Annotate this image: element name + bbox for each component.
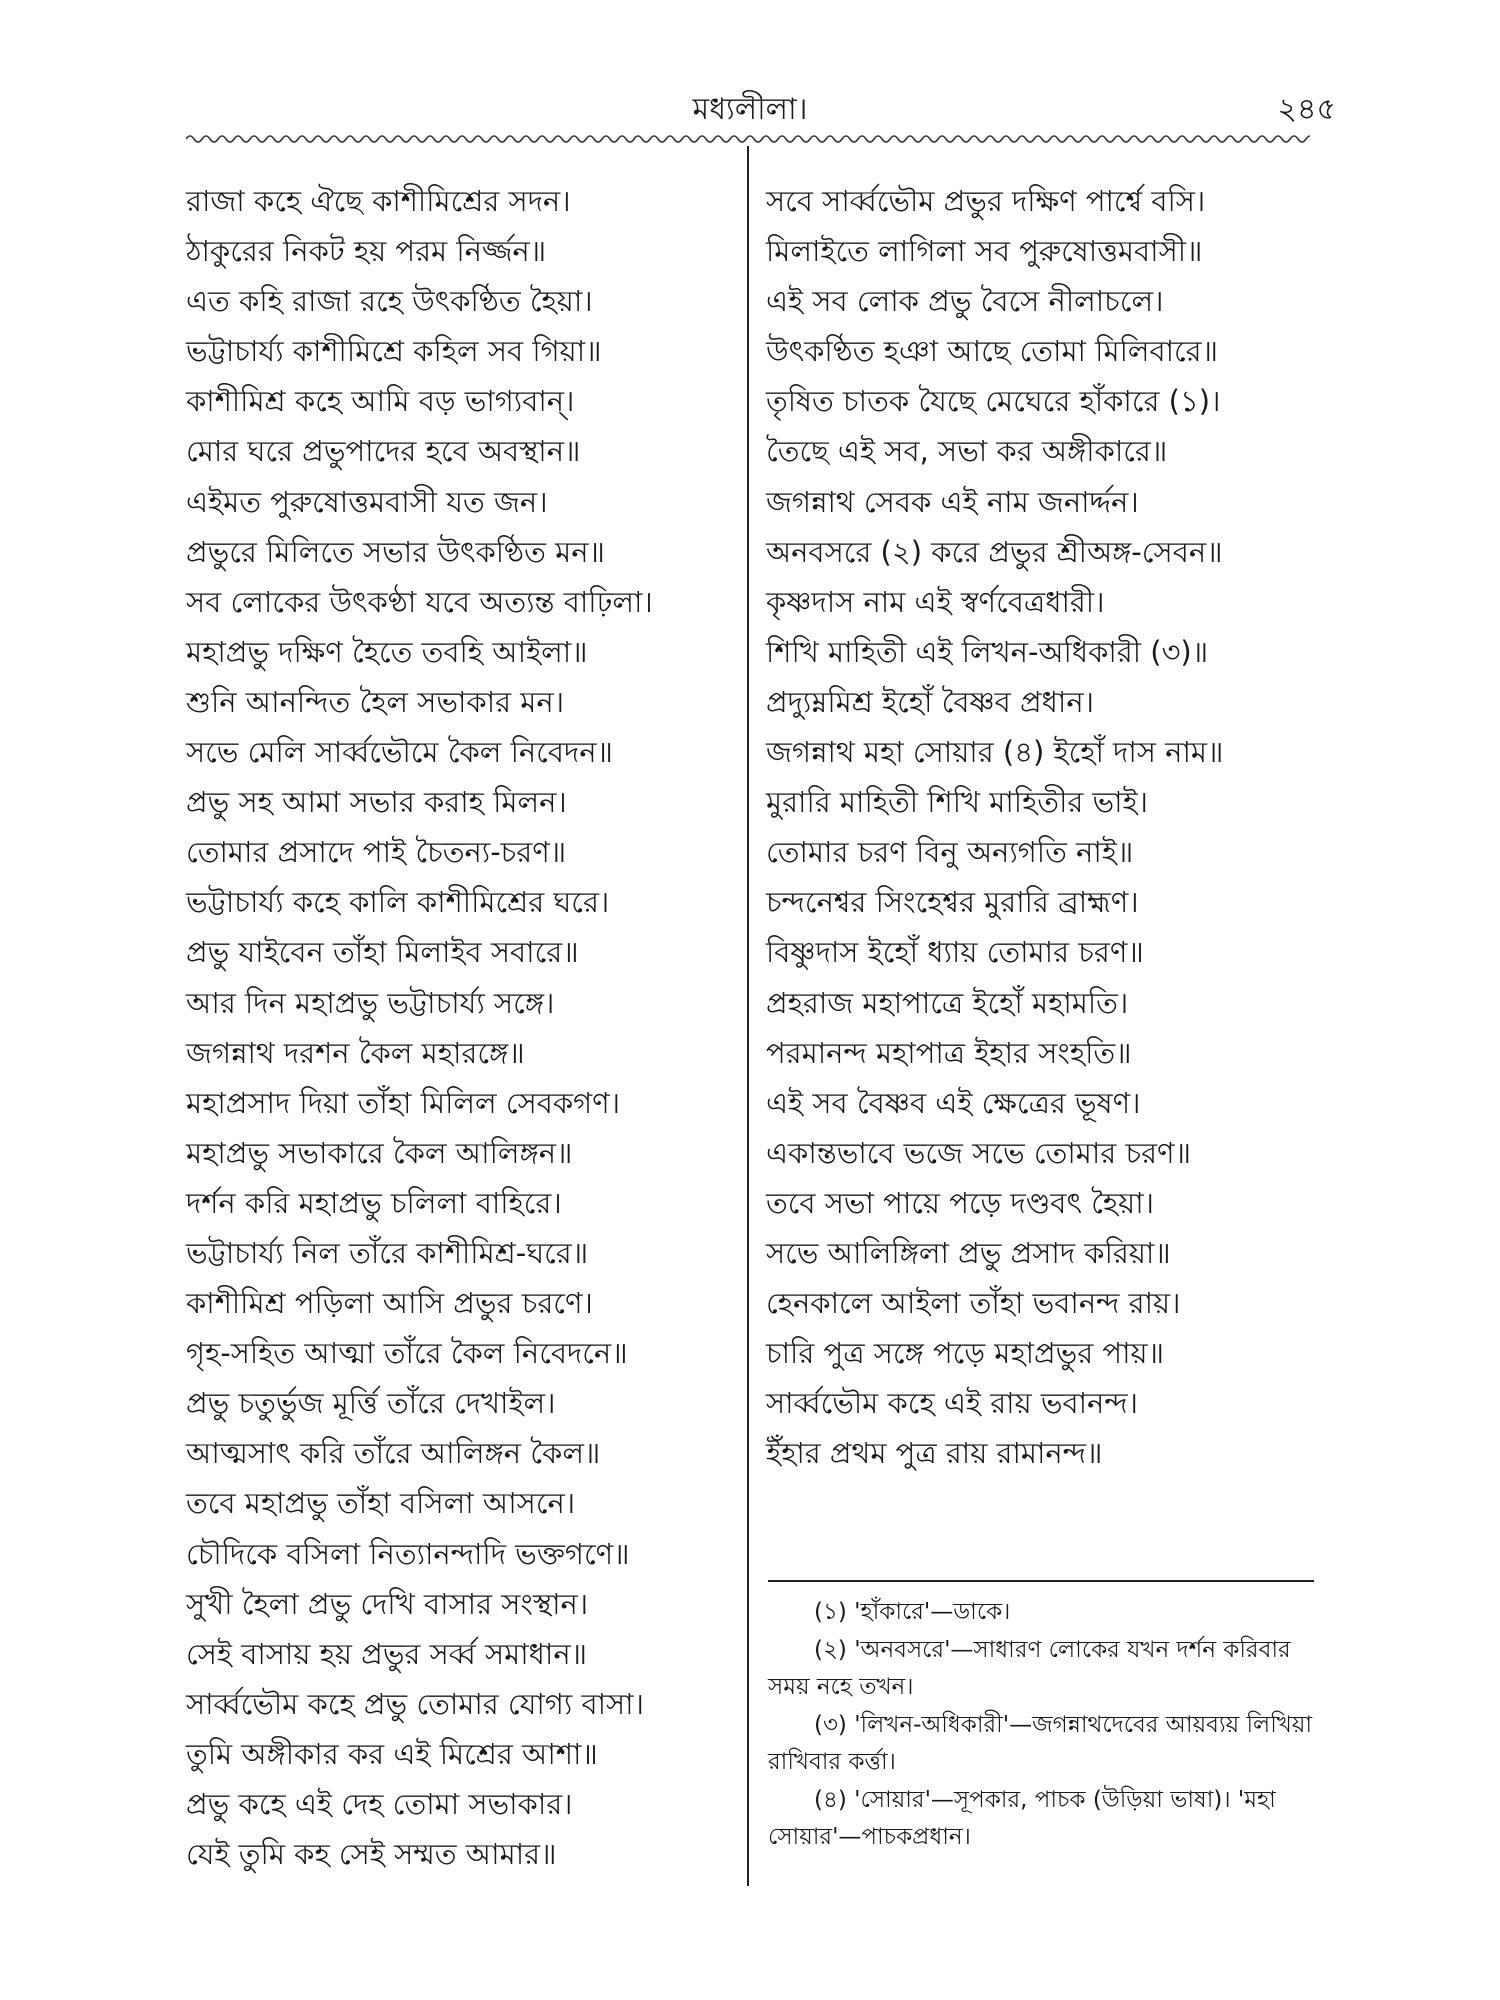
verse-line: পরমানন্দ মহাপাত্র ইহার সংহতি॥ [766, 1035, 1132, 1070]
verse-line: উৎকণ্ঠিত হঞা আছে তোমা মিলিবারে॥ [766, 334, 1219, 369]
verse-line: প্রভু কহে এই দেহ তোমা সভাকার। [186, 1787, 573, 1821]
verse-line: তৈছে এই সব, সভা কর অঙ্গীকারে॥ [766, 434, 1168, 469]
verse-line: প্রভু চতুর্ভুজ মূর্ত্তি তাঁরে দেখাইল। [186, 1386, 556, 1421]
header-wavy-rule [186, 132, 1310, 146]
verse-line: চৌদিকে বসিলা নিত্যানন্দাদি ভক্তগণে॥ [186, 1536, 630, 1571]
verse-line: চন্দনেশ্বর সিংহেশ্বর মুরারি ব্রাহ্মণ। [766, 885, 1139, 920]
verse-line: ভট্টাচার্য্য কহে কালি কাশীমিশ্রের ঘরে। [186, 885, 610, 920]
column-divider [747, 146, 749, 1886]
footnote: (৪) 'সোয়ার'—সূপকার, পাচক (উড়িয়া ভাষা)। 'মহা সোয়ার'—পাচকপ্রধান। [768, 1786, 1276, 1850]
verse-line: সব লোকের উৎকণ্ঠা যবে অত্যন্ত বাঢ়িলা। [186, 584, 653, 619]
footnotes [768, 1594, 1314, 1857]
verse-line: দর্শন করি মহাপ্রভু চলিলা বাহিরে। [186, 1185, 562, 1220]
verse-line: প্রদ্যুম্নমিশ্র ইহোঁ বৈষ্ণব প্রধান। [766, 684, 1095, 719]
verse-line: মোর ঘরে প্রভুপাদের হবে অবস্থান॥ [186, 434, 581, 469]
verse-line: সভে মেলি সার্ব্বভৌমে কৈল নিবেদন॥ [186, 735, 613, 770]
footnote-rule [768, 1580, 1314, 1582]
verse-line: কৃষ্ণদাস নাম এই স্বর্ণবেত্রধারী। [766, 584, 1105, 619]
verse-line: সুখী হৈলা প্রভু দেখি বাসার সংস্থান। [186, 1586, 589, 1621]
verse-line: ভট্টাচার্য্য কাশীমিশ্রে কহিল সব গিয়া॥ [186, 334, 602, 369]
verse-line: তৃষিত চাতক যৈছে মেঘেরে হাঁকারে (১)। [766, 384, 1221, 419]
verse-line: একান্তভাবে ভজে সভে তোমার চরণ॥ [766, 1135, 1191, 1170]
verse-line: আত্মসাৎ করি তাঁরে আলিঙ্গন কৈল॥ [186, 1436, 601, 1471]
verse-line: মহাপ্রভু সভাকারে কৈল আলিঙ্গন॥ [186, 1135, 573, 1170]
verse-line: এইমত পুরুষোত্তমবাসী যত জন। [186, 484, 548, 519]
verse-line: যেই তুমি কহ সেই সম্মত আমার॥ [186, 1837, 557, 1872]
verse-line: মুরারি মাহিতী শিখি মাহিতীর ভাই। [766, 785, 1149, 820]
verse-line: ইঁহার প্রথম পুত্র রায় রামানন্দ॥ [766, 1436, 1103, 1471]
verse-line: মহাপ্রভু দক্ষিণ হৈতে তবহি আইলা॥ [186, 634, 588, 669]
verse-line: সার্ব্বভৌম কহে প্রভু তোমার যোগ্য বাসা। [186, 1686, 644, 1721]
verse-column-right [766, 176, 1223, 1478]
verse-line: মহাপ্রসাদ দিয়া তাঁহা মিলিল সেবকগণ। [186, 1085, 621, 1120]
verse-line: এই সব লোক প্রভু বৈসে নীলাচলে। [766, 284, 1164, 319]
verse-line: তোমার প্রসাদে পাই চৈতন্য-চরণ॥ [186, 835, 567, 870]
verse-line: হেনকালে আইলা তাঁহা ভবানন্দ রায়। [766, 1286, 1181, 1321]
verse-line: সেই বাসায় হয় প্রভুর সর্ব্ব সমাধান॥ [186, 1636, 588, 1671]
verse-line: আর দিন মহাপ্রভু ভট্টাচার্য্য সঙ্গে। [186, 985, 555, 1020]
verse-line: মিলাইতে লাগিলা সব পুরুষোত্তমবাসী॥ [766, 234, 1203, 269]
verse-line: সবে সার্ব্বভৌম প্রভুর দক্ষিণ পার্শ্বে বসি। [766, 184, 1206, 218]
verse-line: চারি পুত্র সঙ্গে পড়ে মহাপ্রভুর পায়॥ [766, 1336, 1165, 1371]
verse-line: প্রভুরে মিলিতে সভার উৎকণ্ঠিত মন॥ [186, 534, 605, 569]
verse-line: বিষ্ণুদাস ইহোঁ ধ্যায় তোমার চরণ॥ [766, 935, 1144, 970]
footnote: (২) 'অনবসরে'—সাধারণ লোকের যখন দর্শন করিবার সময় নহে তখন। [768, 1636, 1291, 1700]
running-header-title: মধ্যলীলা। [692, 92, 808, 127]
verse-line: অনবসরে (২) করে প্রভুর শ্রীঅঙ্গ-সেবন॥ [766, 534, 1223, 569]
verse-line: তুমি অঙ্গীকার কর এই মিশ্রের আশা॥ [186, 1736, 598, 1771]
verse-line: এই সব বৈষ্ণব এই ক্ষেত্রের ভূষণ। [766, 1085, 1141, 1120]
verse-line: গৃহ-সহিত আত্মা তাঁরে কৈল নিবেদনে॥ [186, 1336, 628, 1371]
verse-column-left [186, 176, 653, 1879]
verse-line: ঠাকুরের নিকট হয় পরম নির্জ্জন॥ [186, 234, 547, 269]
verse-line: কাশীমিশ্র কহে আমি বড় ভাগ্যবান্। [186, 384, 575, 419]
footnote: (১) 'হাঁকারে'—ডাকে। [814, 1599, 1011, 1625]
page-number: ২৪৫ [1277, 92, 1336, 127]
verse-line: জগন্নাথ মহা সোয়ার (৪) ইহোঁ দাস নাম॥ [766, 735, 1224, 770]
verse-line: ভট্টাচার্য্য নিল তাঁরে কাশীমিশ্র-ঘরে॥ [186, 1235, 589, 1270]
verse-line: প্রভু যাইবেন তাঁহা মিলাইব সবারে॥ [186, 935, 579, 970]
verse-line: জগন্নাথ সেবক এই নাম জনার্দ্দন। [766, 484, 1139, 519]
verse-line: প্রহরাজ মহাপাত্রে ইহোঁ মহামতি। [766, 985, 1129, 1020]
verse-line: তবে মহাপ্রভু তাঁহা বসিলা আসনে। [186, 1486, 576, 1521]
verse-line: শুনি আনন্দিত হৈল সভাকার মন। [186, 684, 565, 719]
verse-line: তোমার চরণ বিনু অন্যগতি নাই॥ [766, 835, 1134, 870]
verse-line: রাজা কহে ঐছে কাশীমিশ্রের সদন। [186, 184, 571, 218]
verse-line: তবে সভা পায়ে পড়ে দণ্ডবৎ হৈয়া। [766, 1185, 1154, 1220]
verse-line: এত কহি রাজা রহে উৎকণ্ঠিত হৈয়া। [186, 284, 593, 319]
verse-line: জগন্নাথ দরশন কৈল মহারঙ্গে॥ [186, 1035, 525, 1070]
footnote: (৩) 'লিখন-অধিকারী'—জগন্নাথদেবের আয়ব্যয় লিখিয়া রাখিবার কর্ত্তা। [768, 1711, 1313, 1775]
verse-line: সভে আলিঙ্গিলা প্রভু প্রসাদ করিয়া॥ [766, 1235, 1171, 1270]
verse-line: শিখি মাহিতী এই লিখন-অধিকারী (৩)॥ [766, 634, 1209, 669]
verse-line: প্রভু সহ আমা সভার করাহ মিলন। [186, 785, 567, 820]
verse-line: সার্ব্বভৌম কহে এই রায় ভবানন্দ। [766, 1386, 1138, 1421]
verse-line: কাশীমিশ্র পড়িলা আসি প্রভুর চরণে। [186, 1286, 593, 1321]
